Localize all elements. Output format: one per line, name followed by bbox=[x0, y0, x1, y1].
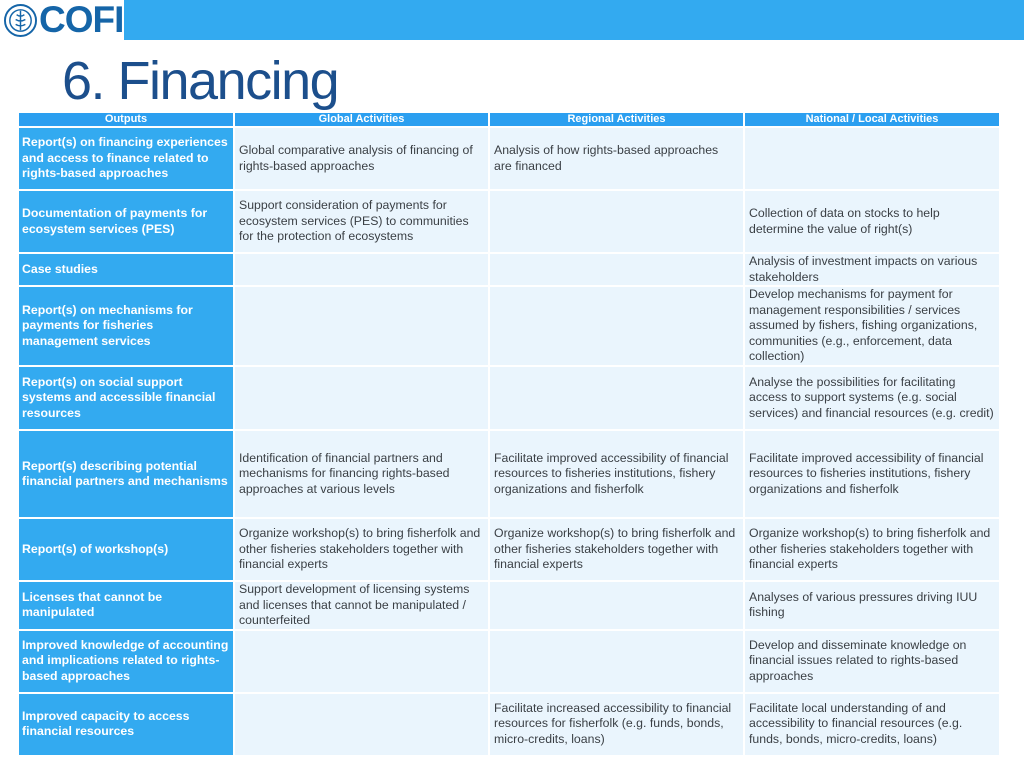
global-activity-cell bbox=[235, 631, 488, 692]
national-activity-cell: Develop and disseminate knowledge on financial issues related to rights-based approaches bbox=[745, 631, 999, 692]
table-row bbox=[19, 631, 999, 692]
global-activity-cell bbox=[235, 694, 488, 755]
regional-activity-cell bbox=[490, 631, 743, 692]
output-cell: Case studies bbox=[19, 254, 233, 285]
national-activity-cell: Develop mechanisms for payment for management responsibilities / services assumed by fishers, fishing organizations, communities (e.g., enforcement, data collection) bbox=[745, 287, 999, 365]
cofi-logo bbox=[0, 0, 124, 40]
logo-text: COFI bbox=[39, 0, 124, 40]
column-header-national-local-activities: National / Local Activities bbox=[745, 113, 999, 126]
column-header-outputs: Outputs bbox=[19, 113, 233, 126]
output-cell: Report(s) describing potential financial partners and mechanisms bbox=[19, 431, 233, 517]
regional-activity-cell: Analysis of how rights-based approaches are financed bbox=[490, 128, 743, 189]
output-cell: Report(s) on social support systems and accessible financial resources bbox=[19, 367, 233, 429]
global-activity-cell: Identification of financial partners and mechanisms for financing rights-based approaches at various levels bbox=[235, 431, 488, 517]
regional-activity-cell: Facilitate improved accessibility of financial resources to fisheries institutions, fishery organizations and fisherfolk bbox=[490, 431, 743, 517]
regional-activity-cell bbox=[490, 367, 743, 429]
regional-activity-cell bbox=[490, 254, 743, 285]
output-cell: Improved knowledge of accounting and implications related to rights-based approaches bbox=[19, 631, 233, 692]
global-activity-cell: Global comparative analysis of financing of rights-based approaches bbox=[235, 128, 488, 189]
table-row bbox=[19, 694, 999, 755]
table-row bbox=[19, 254, 999, 285]
column-header-global-activities: Global Activities bbox=[235, 113, 488, 126]
output-cell: Report(s) of workshop(s) bbox=[19, 519, 233, 580]
fao-emblem-icon bbox=[4, 4, 37, 37]
regional-activity-cell: Organize workshop(s) to bring fisherfolk and other fisheries stakeholders together with financial experts bbox=[490, 519, 743, 580]
table-row bbox=[19, 582, 999, 629]
global-activity-cell: Support consideration of payments for ecosystem services (PES) to communities for the protection of ecosystems bbox=[235, 191, 488, 252]
national-activity-cell: Collection of data on stocks to help determine the value of right(s) bbox=[745, 191, 999, 252]
table-row bbox=[19, 431, 999, 517]
table-header-row bbox=[19, 113, 999, 126]
regional-activity-cell bbox=[490, 287, 743, 365]
table-row bbox=[19, 519, 999, 580]
regional-activity-cell: Facilitate increased accessibility to financial resources for fisherfolk (e.g. funds, bonds, micro-credits, loans) bbox=[490, 694, 743, 755]
regional-activity-cell bbox=[490, 582, 743, 629]
national-activity-cell: Analyse the possibilities for facilitating access to support systems (e.g. social services) and financial resources (e.g. credit) bbox=[745, 367, 999, 429]
output-cell: Documentation of payments for ecosystem services (PES) bbox=[19, 191, 233, 252]
table-row bbox=[19, 191, 999, 252]
global-activity-cell: Organize workshop(s) to bring fisherfolk and other fisheries stakeholders together with financial experts bbox=[235, 519, 488, 580]
header-bar bbox=[0, 0, 1024, 40]
national-activity-cell: Analyses of various pressures driving IUU fishing bbox=[745, 582, 999, 629]
national-activity-cell: Facilitate local understanding of and accessibility to financial resources (e.g. funds, bonds, micro-credits, loans) bbox=[745, 694, 999, 755]
financing-table bbox=[17, 111, 1001, 757]
global-activity-cell bbox=[235, 254, 488, 285]
table-row bbox=[19, 287, 999, 365]
output-cell: Report(s) on financing experiences and access to finance related to rights-based approaches bbox=[19, 128, 233, 189]
table-row bbox=[19, 367, 999, 429]
national-activity-cell: Organize workshop(s) to bring fisherfolk and other fisheries stakeholders together with financial experts bbox=[745, 519, 999, 580]
output-cell: Improved capacity to access financial resources bbox=[19, 694, 233, 755]
global-activity-cell bbox=[235, 287, 488, 365]
regional-activity-cell bbox=[490, 191, 743, 252]
output-cell: Report(s) on mechanisms for payments for fisheries management services bbox=[19, 287, 233, 365]
national-activity-cell bbox=[745, 128, 999, 189]
global-activity-cell: Support development of licensing systems and licenses that cannot be manipulated / counterfeited bbox=[235, 582, 488, 629]
page-title: 6. Financing bbox=[62, 51, 339, 111]
output-cell: Licenses that cannot be manipulated bbox=[19, 582, 233, 629]
column-header-regional-activities: Regional Activities bbox=[490, 113, 743, 126]
global-activity-cell bbox=[235, 367, 488, 429]
national-activity-cell: Facilitate improved accessibility of financial resources to fisheries institutions, fishery organizations and fisherfolk bbox=[745, 431, 999, 517]
table-row bbox=[19, 128, 999, 189]
national-activity-cell: Analysis of investment impacts on various stakeholders bbox=[745, 254, 999, 285]
